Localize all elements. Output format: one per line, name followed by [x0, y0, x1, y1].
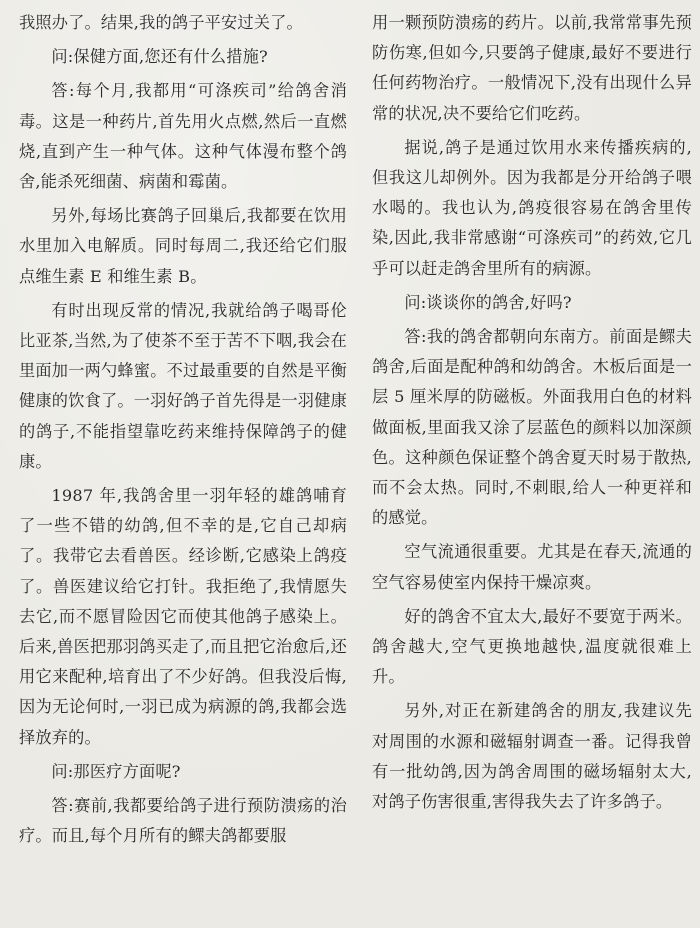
paragraph: 用一颗预防溃疡的药片。以前,我常常事先预防伤寒,但如今,只要鸽子健康,最好不要进行任何药物治疗。一般情况下,没有出现什么异常的状况,决不要给它们吃药。 [372, 13, 692, 123]
paragraph: 另外,每场比赛鸽子回巢后,我都要在饮用水里加入电解质。同时每周二,我还给它们服点维生素 E 和维生素 B。 [19, 206, 347, 286]
left-column [19, 8, 347, 855]
right-column [372, 8, 692, 821]
paragraph: 1987 年,我鸽舍里一羽年轻的雄鸽哺育了一些不错的幼鸽,但不幸的是,它自己却病了。我带它去看兽医。经诊断,它感染上鸽疫了。兽医建议给它打针。我拒绝了,我情愿失去它,而不愿冒险因它而使其他鸽子感染上。后来,兽医把那羽鸽买走了,而且把它治愈后,还用它来配种,培育出了不少好鸽。但我没后悔,因为无论何时,一羽已成为病源的鸽,我都会选择放弃的。 [19, 486, 347, 747]
paragraph: 答:赛前,我都要给鸽子进行预防溃疡的治疗。而且,每个月所有的鳏夫鸽都要服 [19, 796, 347, 846]
paragraph: 我照办了。结果,我的鸽子平安过关了。 [19, 13, 303, 32]
paragraph: 问:保健方面,您还有什么措施? [51, 47, 268, 67]
paragraph: 问:那医疗方面呢? [51, 761, 181, 781]
paragraph: 另外,对正在新建鸽舍的朋友,我建议先对周围的水源和磁辐射调查一番。记得我曾有一批幼鸽,因为鸽舍周围的磁场辐射太大,对鸽子伤害很重,害得我失去了许多鸽子。 [372, 701, 692, 812]
paragraph: 据说,鸽子是通过饮用水来传播疾病的,但我这儿却例外。因为我都是分开给鸽子喂水喝的。我也认为,鸽疫很容易在鸽舍里传染,因此,我非常感谢“可涤疾司”的药效,它几乎可以赶走鸽舍里所有的病源。 [372, 137, 692, 278]
paragraph: 空气流通很重要。尤其是在春天,流通的空气容易使室内保持干燥凉爽。 [372, 542, 692, 592]
paragraph: 答:每个月,我都用“可涤疾司”给鸽舍消毒。这是一种药片,首先用火点燃,然后一直燃烧,直到产生一种气体。这种气体漫布整个鸽舍,能杀死细菌、病菌和霉菌。 [19, 81, 347, 192]
paragraph: 好的鸽舍不宜太大,最好不要宽于两米。鸽舍越大,空气更换地越快,温度就很难上升。 [372, 606, 692, 687]
paragraph: 答:我的鸽舍都朝向东南方。前面是鳏夫鸽舍,后面是配种鸽和幼鸽舍。木板后面是一层 5 厘米厚的防磁板。外面我用白色的材料做面板,里面我又涂了层蓝色的颜料以加深颜色。这种颜色保证整个鸽舍夏天时易于散热,而不会太热。同时,不刺眼,给人一种更祥和的感觉。 [372, 327, 692, 528]
paragraph: 问:谈谈你的鸽舍,好吗? [404, 292, 572, 312]
paragraph: 有时出现反常的情况,我就给鸽子喝哥伦比亚茶,当然,为了使茶不至于苦不下咽,我会在里面加一两勺蜂蜜。不过最重要的自然是平衡健康的饮食了。一羽好鸽子首先得是一羽健康的鸽子,不能指望靠吃药来维持保障鸽子的健康。 [19, 300, 347, 471]
